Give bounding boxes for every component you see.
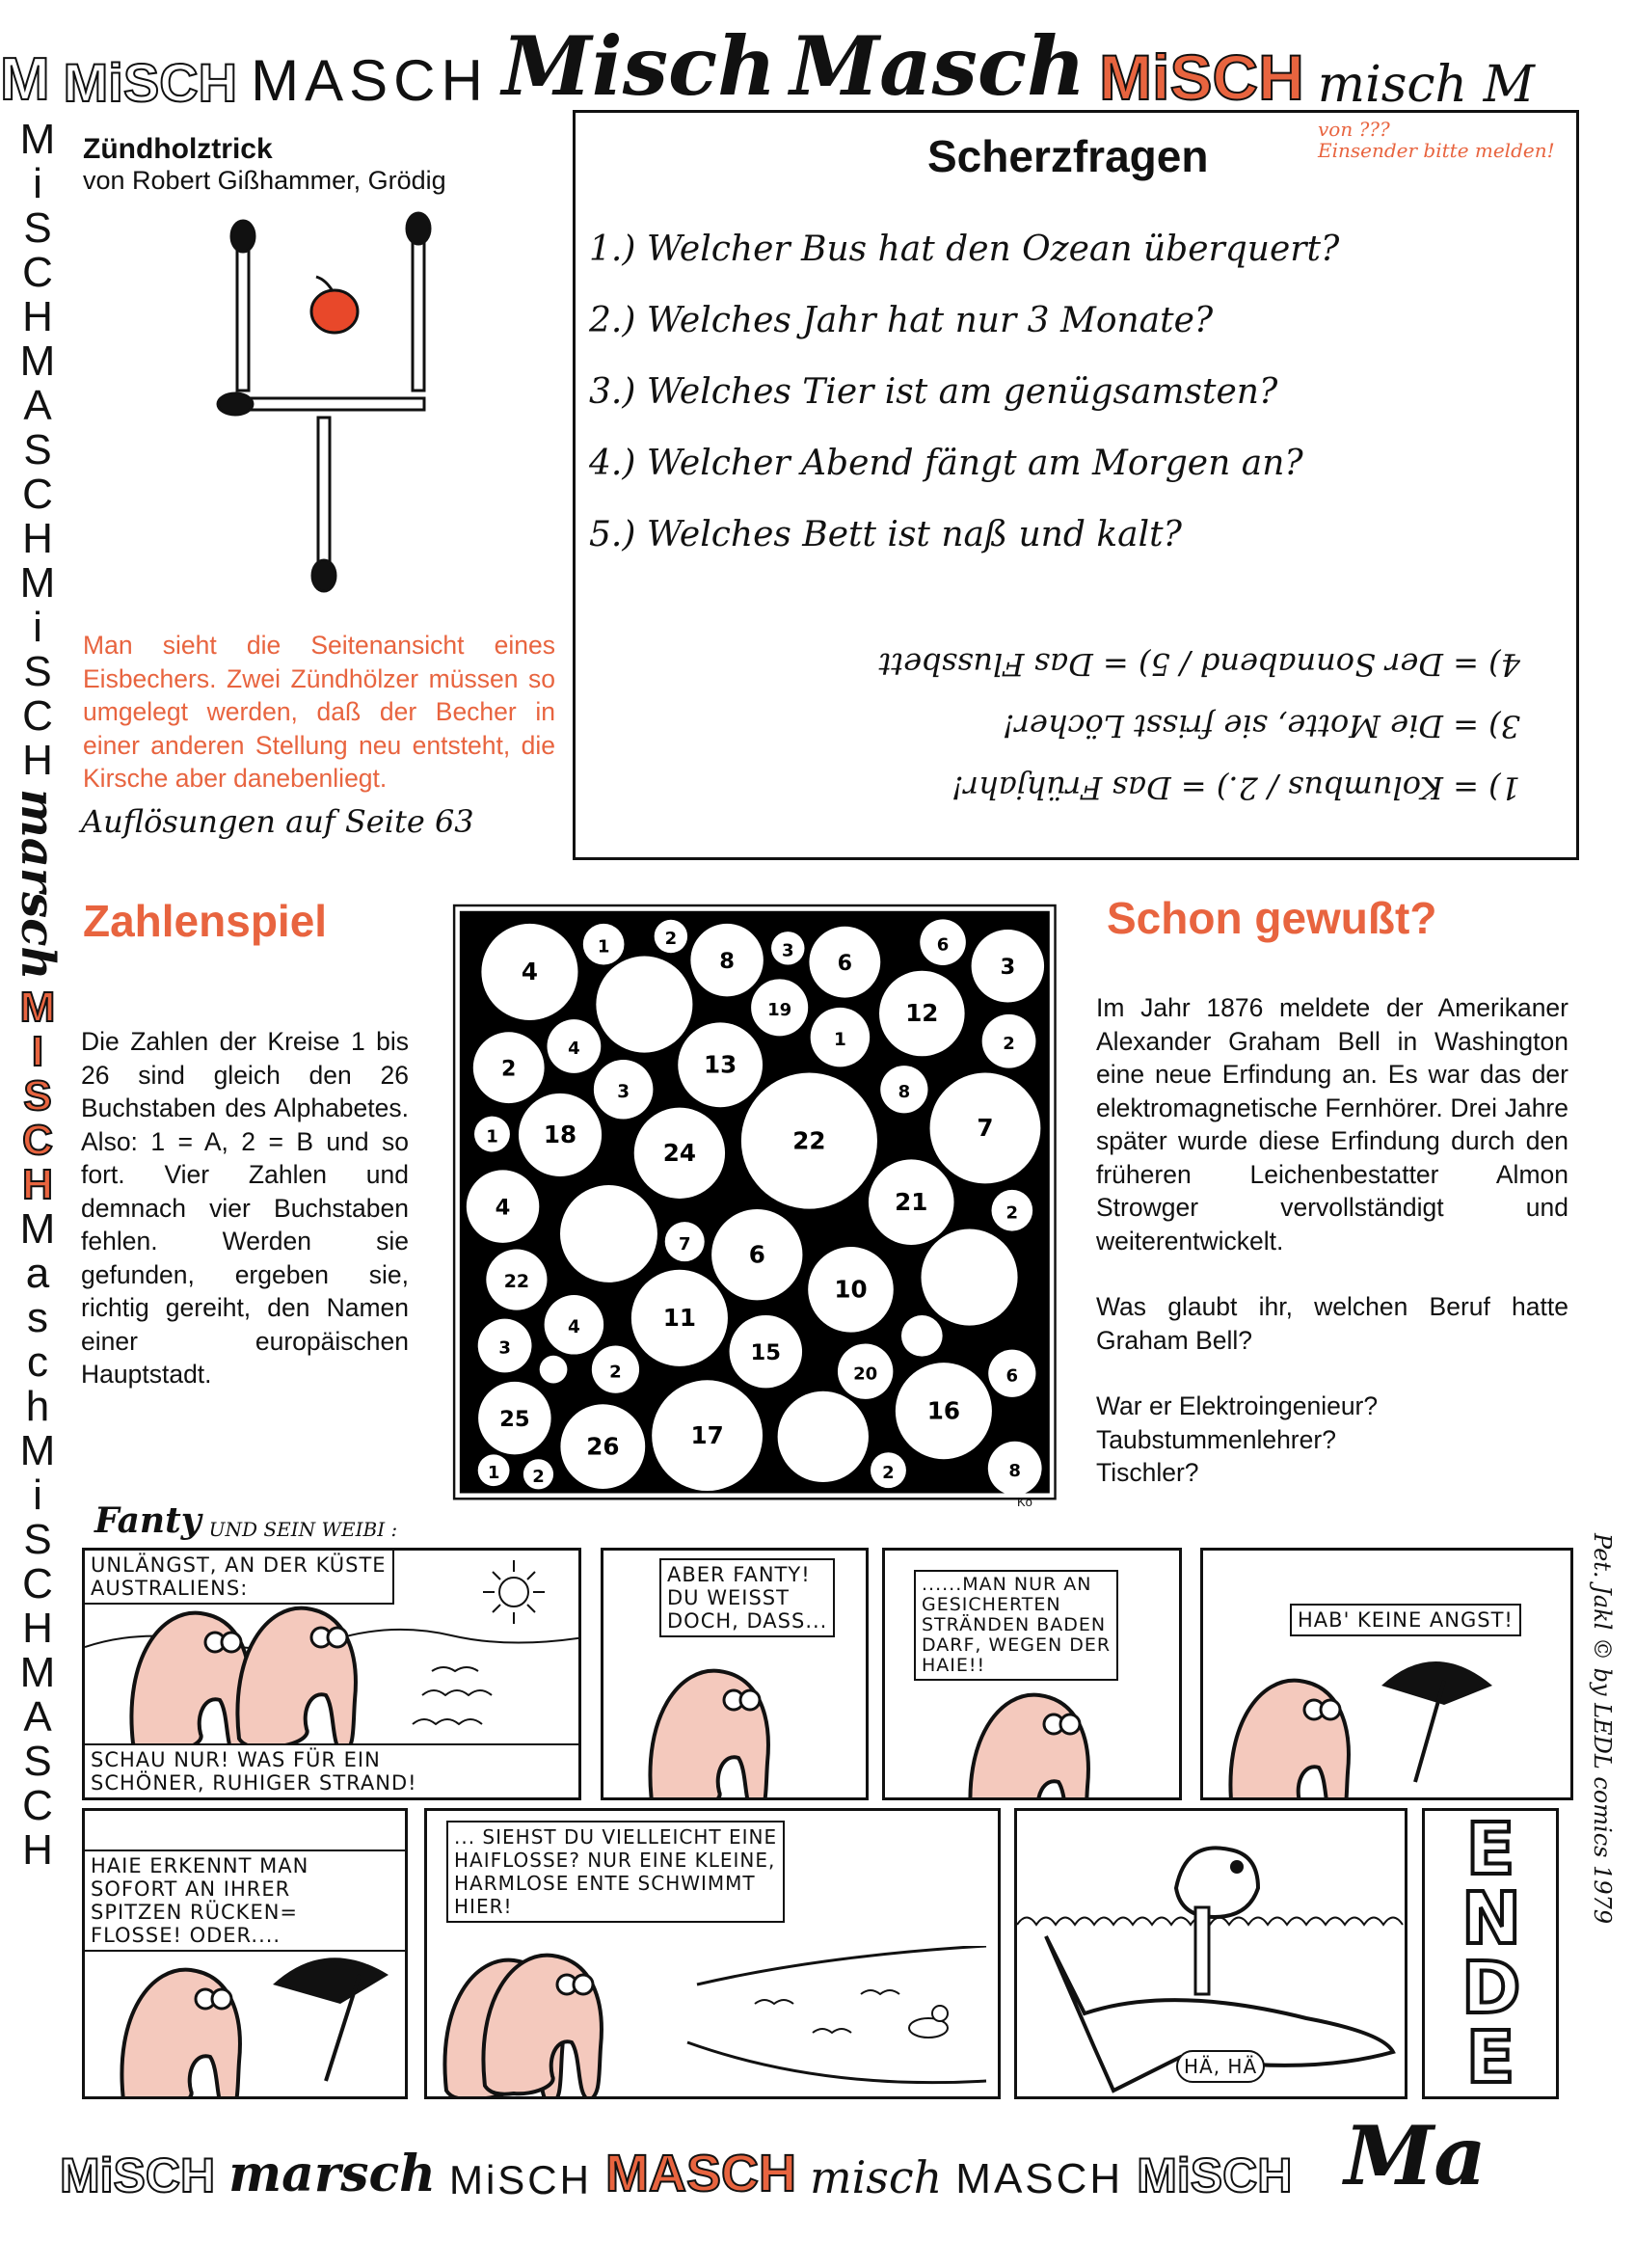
strip-letter: c bbox=[27, 1338, 48, 1387]
elephants-illustration bbox=[437, 1946, 687, 2099]
strip-letter: M bbox=[19, 116, 56, 163]
circle-number: 2 bbox=[501, 1056, 517, 1082]
circle-number: 1 bbox=[487, 1462, 500, 1483]
strip-letter: M bbox=[19, 338, 56, 385]
strip-letter: a bbox=[25, 1250, 50, 1298]
strip-letter: H bbox=[22, 1605, 53, 1653]
riddles-list bbox=[589, 214, 1339, 571]
elephants-illustration bbox=[123, 1594, 374, 1758]
circle-number-puzzle bbox=[445, 897, 1062, 1504]
riddles-title: Scherzfragen bbox=[927, 131, 1209, 181]
strip-letter: marsch bbox=[11, 789, 65, 981]
circle-number: 3 bbox=[617, 1081, 630, 1102]
did-you-know-title: Schon gewußt? bbox=[1107, 893, 1437, 943]
banner-word: MiSCH bbox=[448, 2157, 592, 2202]
puzzle-artist-signature: Kö bbox=[1017, 1495, 1032, 1509]
strip-letter: S bbox=[23, 1072, 52, 1120]
umbrella-icon bbox=[1377, 1647, 1512, 1792]
comic-panel-5 bbox=[82, 1808, 408, 2099]
strip-letter: S bbox=[23, 1516, 52, 1564]
riddle-answer: 1) = Kolumbus / 2.) = Das Frühjahr! bbox=[951, 770, 1520, 806]
strip-letter: C bbox=[22, 1560, 53, 1608]
banner-word: Misch bbox=[501, 18, 777, 114]
did-you-know-options bbox=[1096, 1390, 1568, 1490]
circle-number: 2 bbox=[609, 1362, 622, 1383]
comic-header bbox=[94, 1500, 397, 1541]
riddles-note bbox=[1318, 119, 1555, 161]
header-banner bbox=[0, 17, 1635, 114]
strip-letter: H bbox=[22, 1161, 53, 1209]
matchtrick-title: Zündholztrick bbox=[83, 133, 273, 165]
riddle-question: 5.) Welches Bett ist naß und kalt? bbox=[589, 515, 1182, 554]
circle-number: 7 bbox=[678, 1233, 691, 1255]
speech-bubble: HAIE ERKENNT MAN SOFORT AN IHRER SPITZEN RÜCKEN= FLOSSE! ODER.... bbox=[85, 1850, 408, 1952]
strip-letter: C bbox=[22, 1117, 53, 1165]
strip-letter: C bbox=[22, 1782, 53, 1830]
match-head bbox=[407, 213, 430, 244]
circle-number: 19 bbox=[767, 1000, 792, 1021]
elephant-illustration bbox=[1222, 1666, 1377, 1800]
match-stick bbox=[318, 418, 330, 572]
matchtrick-text-block bbox=[83, 629, 555, 840]
matchtrick-description: Man sieht die Seitenansicht eines Eisbechers. Zwei Zündhölzer müssen so umgelegt werden, daß der Becher in einer anderen Stellung neu entsteht, die Kirsche aber danebenliegt. bbox=[83, 631, 555, 793]
empty-circle bbox=[560, 1185, 657, 1282]
circle-number: 3 bbox=[1000, 954, 1016, 980]
banner-word: Masch bbox=[790, 18, 1086, 114]
strip-letter: C bbox=[22, 471, 53, 518]
circle-number: 2 bbox=[1005, 1202, 1019, 1224]
banner-word: misch M bbox=[1317, 56, 1535, 114]
comic-panel-3 bbox=[882, 1548, 1182, 1800]
left-vertical-banner bbox=[4, 118, 71, 1873]
circle-number: 17 bbox=[690, 1420, 724, 1449]
circle-number: 4 bbox=[568, 1039, 580, 1060]
comic-panel-7 bbox=[1014, 1808, 1407, 2099]
circle-number: 2 bbox=[1003, 1033, 1015, 1054]
empty-circle bbox=[596, 957, 692, 1053]
circle-number: 6 bbox=[837, 950, 853, 976]
comic-panel-end bbox=[1422, 1808, 1559, 2099]
speech-bubble: SCHAU NUR! WAS FÜR EIN SCHÖNER, RUHIGER STRAND! bbox=[85, 1743, 581, 1797]
strip-letter: S bbox=[23, 648, 52, 695]
circle-number: 6 bbox=[1005, 1365, 1019, 1387]
circle-number: 15 bbox=[750, 1339, 782, 1365]
speech-bubble: ABER FANTY! DU WEISST DOCH, DASS... bbox=[659, 1558, 835, 1637]
strip-letter: s bbox=[27, 1294, 48, 1342]
strip-letter: i bbox=[33, 160, 42, 207]
strip-letter: M bbox=[19, 1205, 56, 1254]
match-head bbox=[231, 221, 255, 252]
elephant-illustration bbox=[642, 1657, 796, 1800]
strip-letter: S bbox=[23, 1738, 52, 1786]
circle-number: 3 bbox=[782, 940, 794, 961]
strip-letter: M bbox=[19, 1427, 56, 1475]
strip-letter: i bbox=[33, 604, 42, 651]
elephant-illustration bbox=[962, 1681, 1116, 1800]
match-head bbox=[218, 393, 253, 415]
comic-credit: Pet. Jakl © by LEDL comics 1979 bbox=[1589, 1533, 1616, 1925]
comic-panel-1 bbox=[82, 1548, 581, 1800]
riddles-note-line: Einsender bitte melden! bbox=[1318, 139, 1555, 162]
circle-number: 25 bbox=[499, 1406, 530, 1432]
option: Tischler? bbox=[1096, 1458, 1199, 1487]
did-you-know-text: Im Jahr 1876 meldete der Amerikaner Alexander Graham Bell in Washington eine neue Erfindung an. Es war das der elektromagnetische Fernhörer. Drei Jahre später wurde diese Erfindung durch den früheren Leichenbestatter Almon Strowger vervollständigt und weiterentwickelt. bbox=[1096, 993, 1568, 1256]
banner-word: MASCH bbox=[251, 48, 489, 113]
speech-bubble: ... SIEHST DU VIELLEICHT EINE HAIFLOSSE? NUR EINE KLEINE, HARMLOSE ENTE SCHWIMMT HIER! bbox=[446, 1821, 785, 1923]
strip-letter: A bbox=[23, 1693, 52, 1742]
circle-number: 10 bbox=[834, 1275, 868, 1304]
circle-number: 22 bbox=[792, 1126, 826, 1155]
riddles-box bbox=[573, 110, 1579, 860]
empty-circle bbox=[778, 1391, 869, 1482]
circle-number: 7 bbox=[977, 1114, 994, 1143]
match-head bbox=[312, 560, 335, 591]
banner-word: MASCH bbox=[955, 2155, 1124, 2202]
empty-circle bbox=[901, 1315, 943, 1357]
banner-word: MiSCH bbox=[60, 2148, 216, 2202]
did-you-know-section bbox=[1096, 991, 1568, 1490]
footer-banner bbox=[60, 2108, 1635, 2203]
banner-word: MASCH bbox=[604, 2145, 796, 2202]
riddle-question: 4.) Welcher Abend fängt am Morgen an? bbox=[589, 444, 1303, 483]
number-game-text: Die Zahlen der Kreise 1 bis 26 sind gleich den 26 Buchstaben des Alphabetes. Also: 1 = A, 2 = B und so fort. Vier Zahlen und demnach vier Buchstaben fehlen. Werden sie gefunden, ergeben sie, richtig gereiht, den Namen einer europäischen Hauptstadt. bbox=[81, 1027, 409, 1389]
circle-number: 1 bbox=[486, 1126, 498, 1148]
empty-circle bbox=[921, 1229, 1017, 1326]
circle-number: 2 bbox=[532, 1467, 545, 1488]
match-stick bbox=[237, 236, 249, 391]
comic-panel-2 bbox=[601, 1548, 869, 1800]
match-stick bbox=[413, 229, 424, 391]
strip-letter: M bbox=[19, 984, 56, 1032]
strip-letter: i bbox=[33, 1472, 42, 1520]
banner-word: misch bbox=[809, 2151, 943, 2203]
circle-number: 4 bbox=[521, 958, 539, 986]
strip-letter: H bbox=[22, 737, 53, 784]
circle-number: 2 bbox=[882, 1462, 895, 1483]
circle-number: 16 bbox=[926, 1396, 960, 1425]
circle-number: 22 bbox=[503, 1271, 530, 1293]
banner-word: marsch bbox=[228, 2145, 436, 2203]
riddle-question: 2.) Welches Jahr hat nur 3 Monate? bbox=[589, 301, 1214, 340]
empty-circle bbox=[540, 1356, 568, 1384]
circle-number: 12 bbox=[905, 999, 939, 1028]
circle-number: 8 bbox=[719, 948, 735, 974]
banner-word: MiSCH bbox=[63, 52, 238, 113]
solutions-note: Auflösungen auf Seite 63 bbox=[81, 802, 474, 840]
strip-letter: M bbox=[19, 559, 56, 607]
circle-number: 1 bbox=[597, 936, 610, 958]
matchtrick-author: von Robert Gißhammer, Grödig bbox=[83, 166, 446, 195]
sea-with-duck bbox=[678, 1946, 996, 2099]
strip-letter: C bbox=[22, 249, 53, 296]
comic-logo: Fanty bbox=[94, 1500, 201, 1541]
cherry-icon bbox=[311, 290, 358, 333]
circle-number: 6 bbox=[936, 934, 950, 956]
banner-word: MiSCH bbox=[1099, 41, 1304, 113]
strip-letter: M bbox=[19, 1649, 56, 1697]
riddle-answers-upside-down bbox=[672, 634, 1520, 819]
strip-letter: H bbox=[22, 515, 53, 562]
circle-number: 18 bbox=[543, 1120, 577, 1149]
banner-word: Ma bbox=[1344, 2108, 1487, 2203]
circle-number: 4 bbox=[495, 1195, 511, 1221]
riddle-answer: 3) = Die Motte, sie frisst Löcher! bbox=[1002, 708, 1520, 744]
elephant-illustration bbox=[114, 1956, 268, 2099]
match-puzzle-drawing bbox=[212, 207, 443, 612]
circle-number: 3 bbox=[498, 1337, 511, 1359]
circle-number: 4 bbox=[567, 1316, 580, 1337]
circle-number: 11 bbox=[662, 1304, 697, 1333]
caption-box: UNLÄNGST, AN DER KÜSTE AUSTRALIENS: bbox=[85, 1551, 394, 1605]
riddles-note-line: von ??? bbox=[1318, 118, 1390, 141]
option: War er Elektroingenieur? bbox=[1096, 1391, 1379, 1420]
sun-icon bbox=[475, 1558, 552, 1626]
banner-word: MiSCH bbox=[1137, 2148, 1293, 2202]
banner-word: M bbox=[0, 46, 50, 113]
speech-bubble: ......MAN NUR AN GESICHERTEN STRÄNDEN BADEN DARF, WEGEN DER HAIE!! bbox=[914, 1570, 1118, 1681]
comic-subtitle: UND SEIN WEIBI : bbox=[208, 1518, 398, 1541]
strip-letter: I bbox=[31, 1028, 44, 1076]
umbrella-icon bbox=[268, 1946, 403, 2091]
circle-number: 8 bbox=[898, 1081, 911, 1102]
circle-number: 26 bbox=[586, 1432, 620, 1461]
circle-number: 6 bbox=[748, 1240, 765, 1269]
circle-number: 13 bbox=[704, 1050, 737, 1079]
comic-panel-6 bbox=[424, 1808, 1001, 2099]
strip-letter: A bbox=[23, 382, 52, 429]
riddle-question: 3.) Welches Tier ist am genügsamsten? bbox=[589, 372, 1278, 412]
duck-icon bbox=[1176, 1848, 1258, 1917]
did-you-know-question: Was glaubt ihr, welchen Beruf hatte Graham Bell? bbox=[1096, 1292, 1568, 1355]
strip-letter: h bbox=[25, 1383, 50, 1431]
strip-letter: C bbox=[22, 692, 53, 740]
strip-letter: S bbox=[23, 426, 52, 473]
comic-panel-4 bbox=[1200, 1548, 1573, 1800]
strip-letter: S bbox=[23, 204, 52, 252]
match-stick bbox=[231, 398, 424, 410]
strip-letter: H bbox=[22, 293, 53, 340]
thought-bubble: HÄ, HÄ bbox=[1176, 2050, 1265, 2083]
circle-number: 21 bbox=[895, 1187, 928, 1216]
riddle-question: 1.) Welcher Bus hat den Ozean überquert? bbox=[589, 230, 1340, 269]
circle-number: 1 bbox=[833, 1029, 846, 1050]
circle-number: 20 bbox=[853, 1364, 878, 1385]
circle-number: 24 bbox=[662, 1138, 697, 1167]
riddle-answer: 4) = Der Sonnabend / 5) = Das Flussbett bbox=[878, 646, 1520, 683]
option: Taubstummenlehrer? bbox=[1096, 1424, 1336, 1454]
number-game-title: Zahlenspiel bbox=[83, 896, 328, 946]
strip-letter: H bbox=[22, 1826, 53, 1875]
circle-number: 8 bbox=[1008, 1460, 1021, 1481]
circle-number: 2 bbox=[664, 929, 678, 950]
speech-bubble: HAB' KEINE ANGST! bbox=[1290, 1604, 1521, 1636]
end-label: ENDE bbox=[1461, 1808, 1521, 2099]
matchtrick-section bbox=[83, 133, 555, 196]
